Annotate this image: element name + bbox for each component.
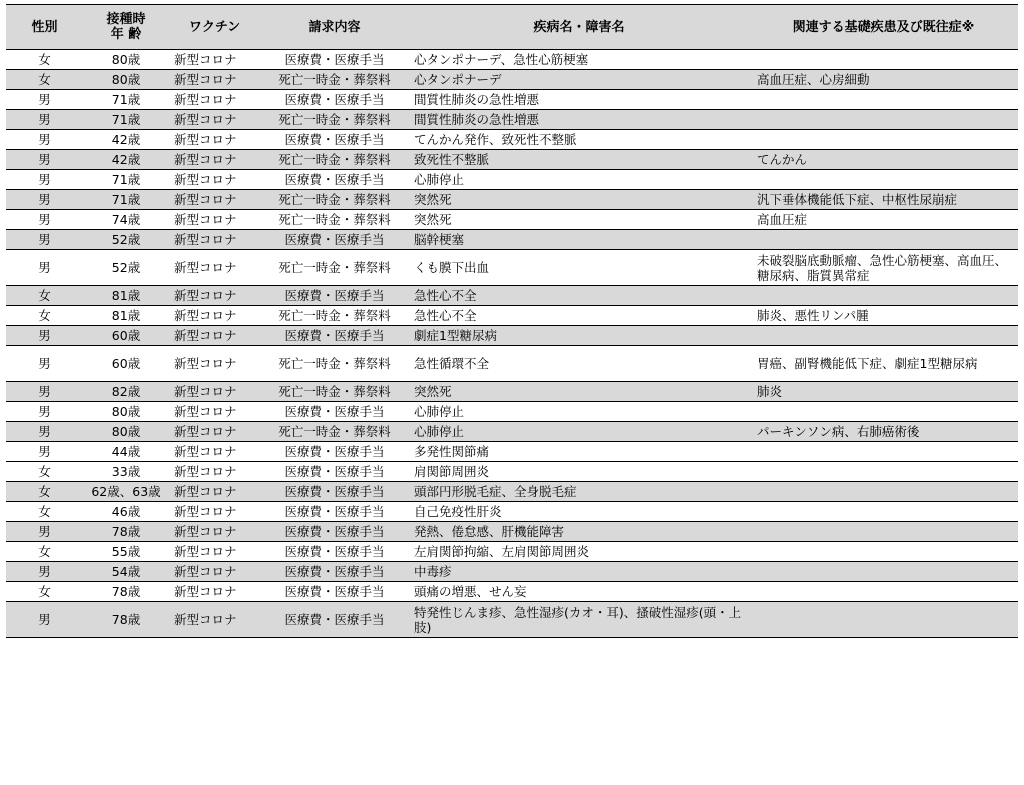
cell-disease: 突然死 [414, 192, 452, 207]
relief-claims-table [6, 4, 1018, 638]
cell-age: 54歳 [111, 564, 141, 579]
cell-sex: 男 [38, 92, 51, 107]
cell-claim: 死亡一時金・葬祭料 [278, 308, 391, 323]
cell-claim: 死亡一時金・葬祭料 [278, 356, 391, 371]
table-row [6, 170, 1018, 190]
cell-history [749, 286, 1018, 306]
cell-claim: 医療費・医療手当 [284, 404, 385, 419]
cell-age: 78歳 [111, 524, 141, 539]
cell-sex: 男 [38, 260, 51, 275]
table-row [6, 90, 1018, 110]
cell-sex: 男 [38, 404, 51, 419]
cell-history [749, 442, 1018, 462]
table-row [6, 502, 1018, 522]
table-row [6, 542, 1018, 562]
table-wrapper [6, 4, 1018, 638]
cell-disease: 心肺停止 [414, 172, 465, 187]
table-body [6, 50, 1018, 638]
cell-sex: 男 [38, 152, 51, 167]
cell-age: 74歳 [111, 212, 141, 227]
cell-sex: 男 [38, 424, 51, 439]
table-row [6, 462, 1018, 482]
table-row [6, 250, 1018, 286]
cell-sex: 男 [38, 328, 51, 343]
cell-sex: 男 [38, 524, 51, 539]
cell-claim: 医療費・医療手当 [284, 504, 385, 519]
cell-claim: 医療費・医療手当 [284, 612, 385, 627]
cell-disease: 劇症1型糖尿病 [414, 328, 497, 343]
cell-sex: 男 [38, 132, 51, 147]
cell-sex: 女 [38, 308, 51, 323]
cell-vaccine: 新型コロナ [174, 288, 237, 303]
cell-claim: 医療費・医療手当 [284, 172, 385, 187]
cell-disease: 心肺停止 [414, 424, 465, 439]
table-row [6, 230, 1018, 250]
cell-vaccine: 新型コロナ [174, 112, 237, 127]
cell-disease: 多発性関節痛 [414, 444, 490, 459]
cell-history [749, 522, 1018, 542]
cell-sex: 女 [38, 584, 51, 599]
cell-vaccine: 新型コロナ [174, 612, 237, 627]
cell-sex: 女 [38, 52, 51, 67]
table-row [6, 482, 1018, 502]
cell-age: 44歳 [111, 444, 141, 459]
cell-vaccine: 新型コロナ [174, 404, 237, 419]
cell-history: 高血圧症 [757, 212, 808, 227]
cell-age: 82歳 [111, 384, 141, 399]
cell-age: 80歳 [111, 52, 141, 67]
cell-sex: 女 [38, 544, 51, 559]
cell-disease: 自己免疫性肝炎 [414, 504, 502, 519]
cell-claim: 死亡一時金・葬祭料 [278, 260, 391, 275]
cell-history [749, 402, 1018, 422]
cell-sex: 男 [38, 384, 51, 399]
cell-age: 81歳 [111, 288, 141, 303]
cell-vaccine: 新型コロナ [174, 584, 237, 599]
cell-history: 胃癌、副腎機能低下症、劇症1型糖尿病 [757, 356, 978, 371]
cell-history: 未破裂脳底動脈瘤、急性心筋梗塞、高血圧、糖尿病、脂質異常症 [757, 252, 1008, 283]
cell-claim: 医療費・医療手当 [284, 288, 385, 303]
cell-history: 高血圧症、心房細動 [757, 72, 870, 87]
cell-claim: 死亡一時金・葬祭料 [278, 152, 391, 167]
cell-history [749, 230, 1018, 250]
header-sex: 性別 [31, 19, 58, 35]
cell-history [749, 482, 1018, 502]
cell-claim: 医療費・医療手当 [284, 564, 385, 579]
cell-age: 71歳 [111, 172, 141, 187]
cell-sex: 男 [38, 612, 51, 627]
cell-disease: くも膜下出血 [414, 260, 490, 275]
cell-disease: 中毒疹 [414, 564, 452, 579]
cell-disease: 肩関節周囲炎 [414, 464, 490, 479]
cell-age: 52歳 [111, 232, 141, 247]
cell-vaccine: 新型コロナ [174, 72, 237, 87]
cell-vaccine: 新型コロナ [174, 484, 237, 499]
cell-sex: 男 [38, 112, 51, 127]
cell-history [749, 502, 1018, 522]
cell-vaccine: 新型コロナ [174, 172, 237, 187]
table-row [6, 442, 1018, 462]
cell-sex: 女 [38, 504, 51, 519]
cell-claim: 死亡一時金・葬祭料 [278, 212, 391, 227]
cell-vaccine: 新型コロナ [174, 444, 237, 459]
cell-age: 71歳 [111, 112, 141, 127]
cell-history [749, 130, 1018, 150]
cell-claim: 医療費・医療手当 [284, 444, 385, 459]
table-row [6, 346, 1018, 382]
cell-disease: 致死性不整脈 [414, 152, 490, 167]
cell-age: 80歳 [111, 404, 141, 419]
cell-vaccine: 新型コロナ [174, 152, 237, 167]
cell-sex: 女 [38, 484, 51, 499]
cell-vaccine: 新型コロナ [174, 132, 237, 147]
table-row [6, 326, 1018, 346]
cell-vaccine: 新型コロナ [174, 212, 237, 227]
cell-vaccine: 新型コロナ [174, 192, 237, 207]
cell-claim: 医療費・医療手当 [284, 584, 385, 599]
cell-vaccine: 新型コロナ [174, 464, 237, 479]
table-row [6, 210, 1018, 230]
header-disease: 疾病名・障害名 [533, 19, 625, 35]
cell-disease: 特発性じんま疹、急性湿疹(カオ・耳)、搔破性湿疹(頭・上肢) [414, 604, 742, 635]
header-history: 関連する基礎疾患及び既往症※ [792, 19, 975, 35]
header-vaccine: ワクチン [188, 19, 241, 35]
cell-age: 81歳 [111, 308, 141, 323]
cell-history [749, 562, 1018, 582]
cell-sex: 男 [38, 212, 51, 227]
cell-sex: 男 [38, 172, 51, 187]
cell-sex: 男 [38, 192, 51, 207]
table-row [6, 602, 1018, 638]
cell-history [749, 170, 1018, 190]
table-row [6, 402, 1018, 422]
cell-age: 60歳 [111, 356, 141, 371]
cell-vaccine: 新型コロナ [174, 308, 237, 323]
cell-age: 80歳 [111, 72, 141, 87]
cell-age: 60歳 [111, 328, 141, 343]
cell-sex: 男 [38, 564, 51, 579]
cell-claim: 医療費・医療手当 [284, 52, 385, 67]
cell-vaccine: 新型コロナ [174, 232, 237, 247]
cell-claim: 死亡一時金・葬祭料 [278, 112, 391, 127]
table-row [6, 582, 1018, 602]
cell-disease: 急性心不全 [414, 288, 477, 303]
cell-history [749, 326, 1018, 346]
cell-history: 肺炎、悪性リンパ腫 [757, 308, 869, 323]
cell-age: 71歳 [111, 192, 141, 207]
header-age-line2: 年 齢 [110, 27, 142, 42]
cell-sex: 男 [38, 232, 51, 247]
table-row [6, 50, 1018, 70]
cell-vaccine: 新型コロナ [174, 356, 237, 371]
table-row [6, 190, 1018, 210]
cell-claim: 死亡一時金・葬祭料 [278, 384, 391, 399]
table-row [6, 286, 1018, 306]
cell-disease: 心タンポナーデ、急性心筋梗塞 [414, 52, 589, 67]
cell-age: 80歳 [111, 424, 141, 439]
cell-claim: 医療費・医療手当 [284, 484, 385, 499]
table-row [6, 306, 1018, 326]
cell-claim: 医療費・医療手当 [284, 544, 385, 559]
cell-disease: 急性心不全 [414, 308, 477, 323]
cell-sex: 男 [38, 444, 51, 459]
cell-sex: 女 [38, 72, 51, 87]
cell-age: 33歳 [111, 464, 141, 479]
cell-vaccine: 新型コロナ [174, 424, 237, 439]
cell-history [749, 50, 1018, 70]
cell-age: 78歳 [111, 584, 141, 599]
cell-disease: 突然死 [414, 384, 452, 399]
cell-claim: 死亡一時金・葬祭料 [278, 424, 391, 439]
table-row [6, 382, 1018, 402]
cell-disease: 頭部円形脱毛症、全身脱毛症 [414, 484, 577, 499]
cell-age: 52歳 [111, 260, 141, 275]
cell-vaccine: 新型コロナ [174, 564, 237, 579]
cell-history [749, 602, 1018, 638]
header-row [6, 5, 1018, 50]
cell-claim: 医療費・医療手当 [284, 524, 385, 539]
cell-disease: 心肺停止 [414, 404, 465, 419]
cell-vaccine: 新型コロナ [174, 524, 237, 539]
cell-disease: 間質性肺炎の急性増悪 [414, 92, 540, 107]
header-age [83, 5, 169, 50]
table-row [6, 110, 1018, 130]
cell-vaccine: 新型コロナ [174, 384, 237, 399]
cell-sex: 男 [38, 356, 51, 371]
cell-claim: 死亡一時金・葬祭料 [278, 72, 391, 87]
cell-history [749, 462, 1018, 482]
cell-claim: 医療費・医療手当 [284, 464, 385, 479]
table-row [6, 422, 1018, 442]
cell-claim: 医療費・医療手当 [284, 132, 385, 147]
cell-history: パーキンソン病、右肺癌術後 [757, 424, 920, 439]
cell-claim: 死亡一時金・葬祭料 [278, 192, 391, 207]
table-header [6, 5, 1018, 50]
cell-history [749, 110, 1018, 130]
cell-disease: 心タンポナーデ [414, 72, 502, 87]
cell-age: 62歳、63歳 [91, 484, 161, 499]
cell-disease: 間質性肺炎の急性増悪 [414, 112, 540, 127]
cell-age: 55歳 [111, 544, 141, 559]
cell-vaccine: 新型コロナ [174, 92, 237, 107]
cell-disease: 頭痛の増悪、せん妄 [414, 584, 527, 599]
cell-history: 汎下垂体機能低下症、中枢性尿崩症 [757, 192, 958, 207]
cell-vaccine: 新型コロナ [174, 504, 237, 519]
table-row [6, 150, 1018, 170]
cell-age: 78歳 [111, 612, 141, 627]
cell-claim: 医療費・医療手当 [284, 232, 385, 247]
cell-claim: 医療費・医療手当 [284, 328, 385, 343]
cell-disease: 突然死 [414, 212, 452, 227]
cell-disease: 左肩関節拘縮、左肩関節周囲炎 [414, 544, 590, 559]
cell-age: 71歳 [111, 92, 141, 107]
cell-vaccine: 新型コロナ [174, 544, 237, 559]
cell-history: 肺炎 [757, 384, 783, 399]
table-row [6, 130, 1018, 150]
cell-vaccine: 新型コロナ [174, 52, 237, 67]
header-claim: 請求内容 [308, 19, 361, 35]
cell-history [749, 542, 1018, 562]
table-row [6, 70, 1018, 90]
cell-sex: 女 [38, 288, 51, 303]
cell-claim: 医療費・医療手当 [284, 92, 385, 107]
cell-age: 42歳 [111, 152, 141, 167]
cell-history [749, 90, 1018, 110]
cell-disease: 脳幹梗塞 [414, 232, 465, 247]
cell-sex: 女 [38, 464, 51, 479]
cell-history: てんかん [757, 152, 808, 167]
cell-age: 42歳 [111, 132, 141, 147]
cell-disease: てんかん発作、致死性不整脈 [414, 132, 577, 147]
cell-vaccine: 新型コロナ [174, 328, 237, 343]
cell-vaccine: 新型コロナ [174, 260, 237, 275]
cell-age: 46歳 [111, 504, 141, 519]
cell-disease: 発熱、倦怠感、肝機能障害 [414, 524, 565, 539]
table-row [6, 562, 1018, 582]
header-age-line1: 接種時 [106, 12, 146, 27]
cell-disease: 急性循環不全 [414, 356, 490, 371]
cell-history [749, 582, 1018, 602]
table-row [6, 522, 1018, 542]
